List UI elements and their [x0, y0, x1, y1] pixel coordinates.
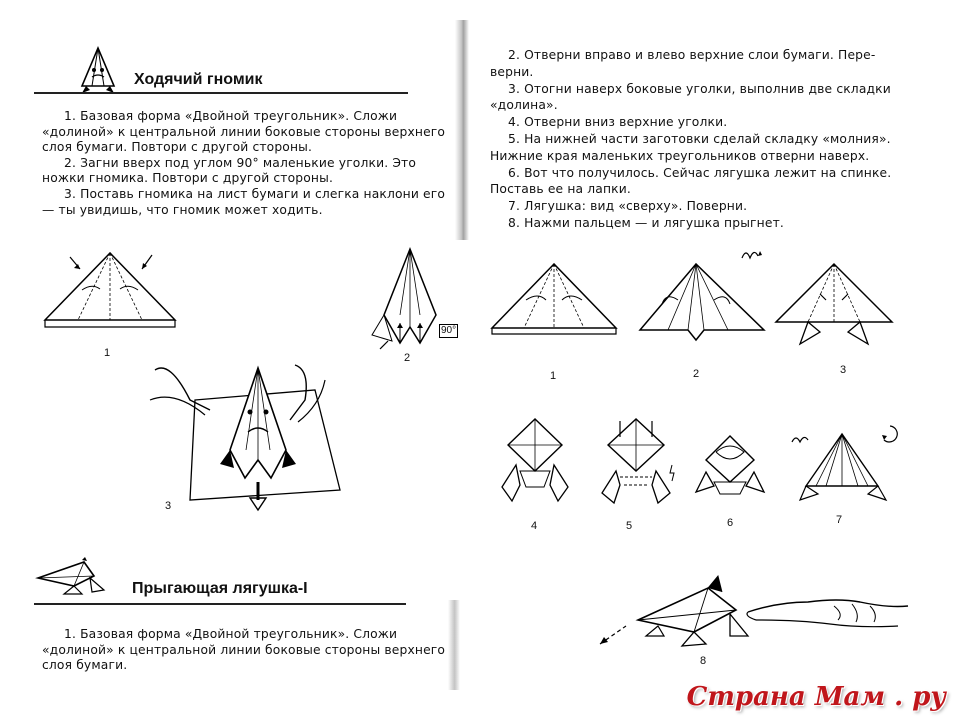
frog-figure-4-label: 4 [531, 520, 538, 532]
gnome-figure-1 [40, 245, 185, 335]
section1-step-2: 2. Загни вверх под углом 90° маленькие уголки. Это ножки гномика. Повтори с другой стороны. [42, 155, 417, 186]
section1-step-3: 3. Поставь гномика на лист бумаги и слегка наклони его — ты увидишь, что гномик может ходить. [42, 186, 446, 217]
right-line-5: 4. Отверни вниз верхние уголки. [508, 115, 728, 130]
section1-text [42, 109, 447, 218]
right-line-4: «долина». [490, 98, 558, 113]
right-page-text [490, 47, 930, 232]
frog-figure-6-label: 6 [727, 517, 734, 529]
right-line-7: Нижние края маленьких треугольников отверни наверх. [490, 148, 870, 163]
right-page [470, 0, 960, 720]
right-line-3: 3. Отогни наверх боковые уголки, выполнив две складки [508, 81, 891, 96]
section1-step-1: 1. Базовая форма «Двойной треугольник». Сложи «долиной» к центральной линии боковые стороны верхнего слоя бумаги. Повтори с другой стороны. [42, 109, 446, 155]
frog-icon [34, 556, 114, 596]
gnome-icon [76, 46, 120, 94]
gnome-figure-2 [370, 245, 450, 360]
frog-figure-5 [596, 415, 676, 510]
book-spine-shadow [455, 20, 469, 240]
right-line-11: 8. Нажми пальцем — и лягушка прыгнет. [508, 215, 784, 230]
rotate-icon [740, 246, 764, 260]
gnome-figure-1-label: 1 [104, 347, 111, 359]
section2-step-1: 1. Базовая форма «Двойной треугольник». Сложи «долиной» к центральной линии боковые стороны верхнего слоя бумаги. [42, 627, 446, 673]
gnome-figure-3 [150, 360, 350, 520]
frog-figure-6 [692, 432, 770, 504]
section2-rule [34, 603, 406, 605]
right-line-8: 6. Вот что получилось. Сейчас лягушка лежит на спинке. [508, 165, 892, 180]
frog-figure-8-label: 8 [700, 655, 707, 667]
frog-figure-2-label: 2 [693, 368, 700, 380]
frog-figure-1-label: 1 [550, 370, 557, 382]
angle-label: 90° [441, 325, 457, 336]
frog-figure-3-label: 3 [840, 364, 847, 376]
section1-title: Ходячий гномик [134, 71, 263, 88]
gnome-figure-2-label: 2 [404, 352, 411, 364]
right-line-6: 5. На нижней части заготовки сделай складку «молния». [508, 131, 891, 146]
book-spine-shadow-bottom [448, 600, 460, 690]
frog-figure-2 [638, 260, 768, 345]
frog-figure-4 [498, 415, 573, 510]
frog-figure-7-label: 7 [836, 514, 843, 526]
frog-figure-5-label: 5 [626, 520, 633, 532]
gnome-figure-3-label: 3 [165, 500, 172, 512]
watermark-logo: Страна Мам . ру [686, 682, 946, 712]
left-page [0, 0, 470, 720]
frog-figure-8 [598, 562, 918, 672]
right-line-1: 2. Отверни вправо и влево верхние слои бумаги. Пере- [508, 48, 876, 62]
frog-figure-1 [490, 260, 620, 340]
section1-rule [34, 92, 408, 94]
section2-title: Прыгающая лягушка-I [132, 580, 308, 597]
rotate-icon-2 [790, 432, 812, 444]
section2-text [42, 627, 447, 674]
right-line-10: 7. Лягушка: вид «сверху». Поверни. [508, 199, 748, 214]
right-line-2: верни. [490, 64, 534, 79]
right-line-9: Поставь ее на лапки. [490, 182, 631, 197]
frog-figure-3 [772, 260, 900, 355]
turn-over-icon [880, 424, 900, 446]
